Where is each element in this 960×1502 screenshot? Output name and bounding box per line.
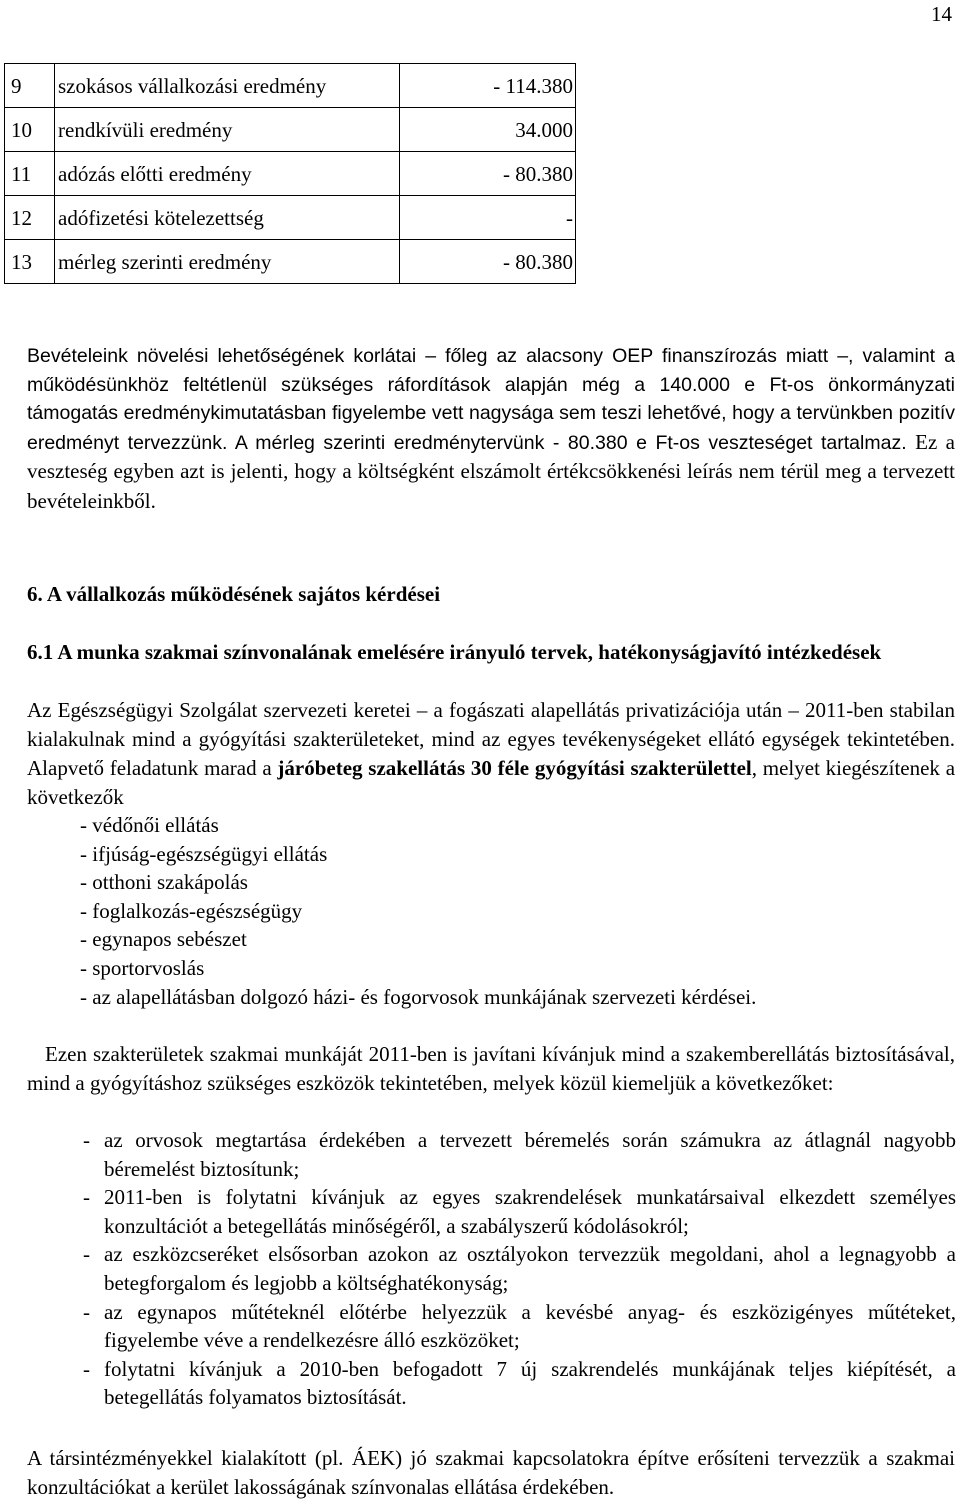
services-text-1: Az Egészségügyi Szolgálat szervezeti keretei – a fogászati alapellátás privatizációja után – 2011-ben stabilan kialakulnak mind a gyógyítási szakterületeket, mind az egyes tevékenységeket ellátó egységek tekintetében. Alapvető feladatunk marad a [27, 698, 955, 780]
row-value: - 114.380 [400, 64, 576, 108]
row-number: 10 [5, 108, 55, 152]
section-heading-6: 6. A vállalkozás működésének sajátos kérdései [27, 582, 441, 606]
list-item: - folytatni kívánjuk a 2010-ben befogadott 7 új szakrendelés munkájának teljes kiépítését, a betegellátás folyamatos biztosítását. [80, 1355, 956, 1412]
row-label: adófizetési kötelezettség [55, 196, 400, 240]
row-value: - 80.380 [400, 240, 576, 284]
row-value: 34.000 [400, 108, 576, 152]
table-row [5, 196, 576, 240]
list-item: - ifjúság-egészségügyi ellátás [80, 840, 756, 869]
list-item: - egynapos sebészet [80, 925, 756, 954]
list-item: - az orvosok megtartása érdekében a tervezett béremelés során számukra az átlagnál nagyobb béremelést biztosítunk; [80, 1126, 956, 1183]
page-number: 14 [931, 2, 952, 26]
list-item: - sportorvoslás [80, 954, 756, 983]
services-text-2: , melyet kiegészítenek a következők [27, 756, 956, 809]
table-row [5, 152, 576, 196]
table-row [5, 108, 576, 152]
list-item: - védőnői ellátás [80, 811, 756, 840]
row-number: 12 [5, 196, 55, 240]
improvement-list [80, 1126, 956, 1412]
table-row [5, 240, 576, 284]
list-item: - 2011-ben is folytatni kívánjuk az egyes szakrendelések munkatársaival elkezdett személyes konzultációt a betegellátás minőségéről, a szabályszerű kódolásokról; [80, 1183, 956, 1240]
partner-paragraph: A társintézményekkel kialakított (pl. ÁEK) jó szakmai kapcsolatokra építve erősíteni tervezzük a szakmai konzultációkat a kerület lakosságának színvonalas ellátása érdekében. [27, 1446, 955, 1499]
services-list [80, 811, 756, 1011]
revenue-paragraph [27, 342, 955, 517]
list-item: - az egynapos műtéteknél előtérbe helyezzük a kevésbé anyag- és eszközigényes műtéteket, figyelembe véve a rendelkezésre álló eszközöket; [80, 1298, 956, 1355]
list-item: - az eszközcseréket elsősorban azokon az osztályokon tervezzük megoldani, ahol a legnagyobb a betegforgalom és legjobb a költséghatékonyság; [80, 1240, 956, 1297]
row-label: mérleg szerinti eredmény [55, 240, 400, 284]
revenue-paragraph-part2: Ez a veszteség egyben azt is jelenti, hogy a költségként elszámolt értékcsökkenési leírás nem térül meg a tervezett bevételeinkből. [27, 429, 955, 513]
row-number: 11 [5, 152, 55, 196]
list-item: - az alapellátásban dolgozó házi- és fogorvosok munkájának szervezeti kérdései. [80, 983, 756, 1012]
list-item: - foglalkozás-egészségügy [80, 897, 756, 926]
row-value: - [400, 196, 576, 240]
list-item: - otthoni szakápolás [80, 868, 756, 897]
row-label: rendkívüli eredmény [55, 108, 400, 152]
table-row [5, 64, 576, 108]
improvement-text: Ezen szakterületek szakmai munkáját 2011-ben is javítani kívánjuk mind a szakemberellátás biztosításával, mind a gyógyításhoz szükséges eszközök tekintetében, melyek közül kiemeljük a következőket: [27, 1042, 955, 1095]
row-number: 13 [5, 240, 55, 284]
services-bold: járóbeteg szakellátás 30 féle gyógyítási szakterülettel [277, 756, 752, 780]
row-number: 9 [5, 64, 55, 108]
row-value: - 80.380 [400, 152, 576, 196]
financial-table [4, 63, 576, 284]
section-heading-6-1: 6.1 A munka szakmai színvonalának emelésére irányuló tervek, hatékonyságjavító intézkedések [27, 640, 882, 664]
improvement-paragraph [27, 1040, 955, 1098]
services-paragraph [27, 696, 955, 812]
row-label: adózás előtti eredmény [55, 152, 400, 196]
revenue-paragraph-part1: Bevételeink növelési lehetőségének korlátai – főleg az alacsony OEP finanszírozás miatt –, valamint a működésünkhöz feltétlenül szükséges ráfordítások alapján még a 140.000 e Ft-os önkormányzati támogatás eredménykimutatásban figyelembe vett nagysága sem teszi lehetővé, hogy a tervünkben pozitív eredményt tervezzünk. A mérleg szerinti eredménytervünk - 80.380 e Ft-os veszteséget tartalmaz. [27, 345, 955, 454]
row-label: szokásos vállalkozási eredmény [55, 64, 400, 108]
